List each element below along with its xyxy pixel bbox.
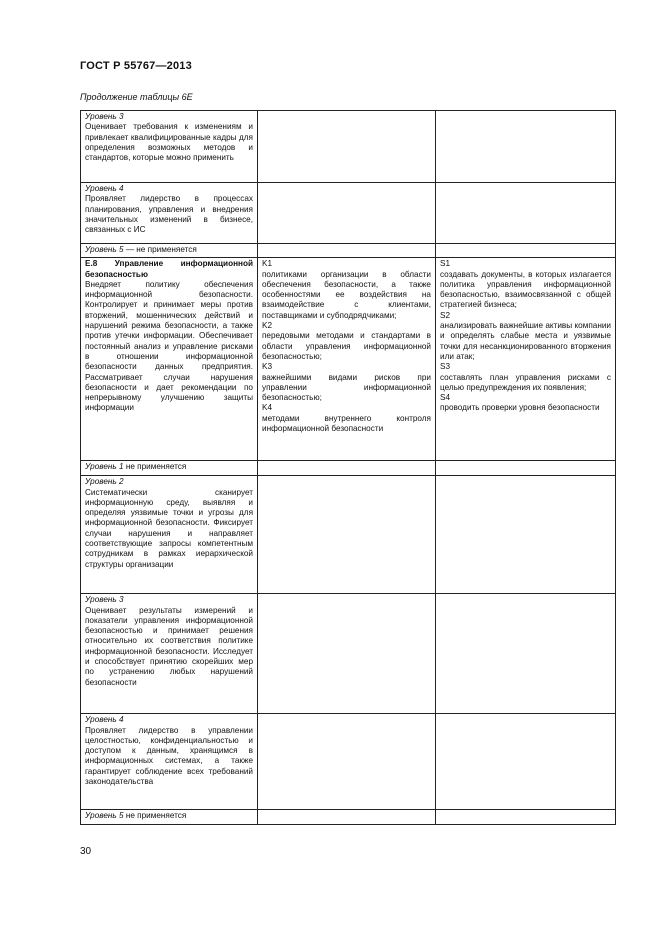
level-cell bbox=[81, 183, 258, 244]
level-description: Проявляет лидерство в управлении целостностью, конфиденциальностью и доступом к данным, хранящимся в информационных системах, а также гарантирует соблюдение всех требований законодательства bbox=[85, 725, 253, 787]
knowledge-text: передовыми методами и стандартами в области управления информационной безопасностью; bbox=[262, 331, 431, 361]
knowledge-cell bbox=[258, 810, 436, 824]
knowledge-cell bbox=[258, 476, 436, 594]
knowledge-code: K3 bbox=[262, 362, 273, 372]
level-cell bbox=[81, 594, 258, 714]
knowledge-text: методами внутреннего контроля информационной безопасности bbox=[262, 413, 431, 434]
skill-code: S4 bbox=[440, 393, 451, 403]
skills-cell bbox=[436, 183, 616, 244]
level-description: Оценивает требования к изменениям и привлекает квалифицированные кадры для определения возможных методов и стандартов, которые можно применить bbox=[85, 122, 253, 163]
skills-cell bbox=[436, 594, 616, 714]
skills-cell bbox=[436, 810, 616, 824]
skill-text: создавать документы, в которых излагается политика управления информационной безопасностью, взаимосвязанной с общей стратегией бизнеса; bbox=[440, 269, 611, 310]
level-status: — не применяется bbox=[123, 245, 197, 254]
knowledge-cell bbox=[258, 183, 436, 244]
table-row bbox=[81, 244, 616, 258]
competence-title: Е.8 Управление информационной безопасностью bbox=[85, 259, 253, 279]
competence-table bbox=[80, 110, 616, 825]
skill-code: S1 bbox=[440, 259, 451, 269]
knowledge-cell bbox=[258, 258, 436, 461]
table-row bbox=[81, 111, 616, 183]
table-row bbox=[81, 258, 616, 461]
table-row bbox=[81, 714, 616, 810]
level-label: Уровень 4 bbox=[85, 184, 124, 193]
skills-cell bbox=[436, 476, 616, 594]
skill-text: анализировать важнейшие активы компании и определять слабые места и уязвимые точки для несанкционированного вторжения или атак; bbox=[440, 321, 611, 361]
skill-text: составлять план управления рисками с целью предупреждения их появления; bbox=[440, 372, 611, 392]
table-row bbox=[81, 476, 616, 594]
level-label: Уровень 4 bbox=[85, 715, 124, 725]
level-description: Оценивает результаты измерений и показатели управления информационной безопасностью и принимает решения относительно их соответствия политике информационной безопасности. Исследует и способствует принятию скорейших мер по устранению любых нарушений безопасности bbox=[85, 605, 253, 687]
competence-description: Внедряет политику обеспечения информационной безопасности. Контролирует и принимает меры против вторжений, мошеннических действий и нарушений режима безопасности, а также против утечки информации. Обеспечивает постоянный анализ и управление рисками в отношении информационной безопасности данных предприятия. Рассматривает случаи нарушения безопасности и дает рекомендации по непрерывному улучшению защиты информации bbox=[85, 279, 253, 413]
skills-cell bbox=[436, 714, 616, 810]
skill-text: проводить проверки уровня безопасности bbox=[440, 403, 600, 413]
level-cell bbox=[81, 476, 258, 594]
level-label: Уровень 2 bbox=[85, 477, 124, 487]
level-description: Систематически сканирует информационную среду, выявляя и определяя уязвимые точки и угрозы для информационной безопасности. Фиксирует случаи нарушения и направляет соответствующие запросы компетентным сотрудникам в рамках иерархической структуры организации bbox=[85, 487, 253, 569]
skills-cell bbox=[436, 111, 616, 183]
level-cell bbox=[81, 244, 258, 258]
table-caption: Продолжение таблицы 6Е bbox=[80, 92, 193, 102]
table-row bbox=[81, 461, 616, 476]
skill-code: S3 bbox=[440, 362, 451, 372]
page-number: 30 bbox=[80, 846, 92, 857]
table-row bbox=[81, 594, 616, 714]
knowledge-cell bbox=[258, 111, 436, 183]
table-row bbox=[81, 183, 616, 244]
level-label: Уровень 5 bbox=[85, 245, 124, 254]
level-label: Уровень 3 bbox=[85, 595, 124, 605]
table-row bbox=[81, 810, 616, 824]
level-label: Уровень 3 bbox=[85, 112, 124, 121]
knowledge-code: K4 bbox=[262, 403, 273, 413]
document-header: ГОСТ Р 55767—2013 bbox=[80, 60, 192, 72]
level-cell bbox=[81, 111, 258, 183]
level-cell bbox=[81, 810, 258, 824]
skill-code: S2 bbox=[440, 310, 451, 320]
knowledge-text: важнейшими видами рисков при управлении информационной безопасностью; bbox=[262, 372, 431, 403]
knowledge-cell bbox=[258, 714, 436, 810]
knowledge-cell bbox=[258, 461, 436, 476]
skills-cell bbox=[436, 258, 616, 461]
skills-cell bbox=[436, 244, 616, 258]
knowledge-cell bbox=[258, 244, 436, 258]
skills-cell bbox=[436, 461, 616, 476]
knowledge-text: политиками организации в области обеспечения безопасности, а также особенностями ее воздействия на взаимодействие с клиентами, поставщиками и субподрядчиками; bbox=[262, 269, 431, 320]
competence-cell bbox=[81, 258, 258, 461]
level-status: не применяется bbox=[123, 811, 187, 821]
level-status: не применяется bbox=[123, 462, 187, 472]
level-description: Проявляет лидерство в процессах планирования, управления и внедрения значительных изменений в бизнесе, связанных с ИС bbox=[85, 194, 253, 235]
knowledge-code: K2 bbox=[262, 321, 273, 331]
level-cell bbox=[81, 461, 258, 476]
level-label: Уровень 5 bbox=[85, 811, 124, 821]
level-cell bbox=[81, 714, 258, 810]
knowledge-code: K1 bbox=[262, 259, 273, 269]
level-label: Уровень 1 bbox=[85, 462, 124, 472]
knowledge-cell bbox=[258, 594, 436, 714]
